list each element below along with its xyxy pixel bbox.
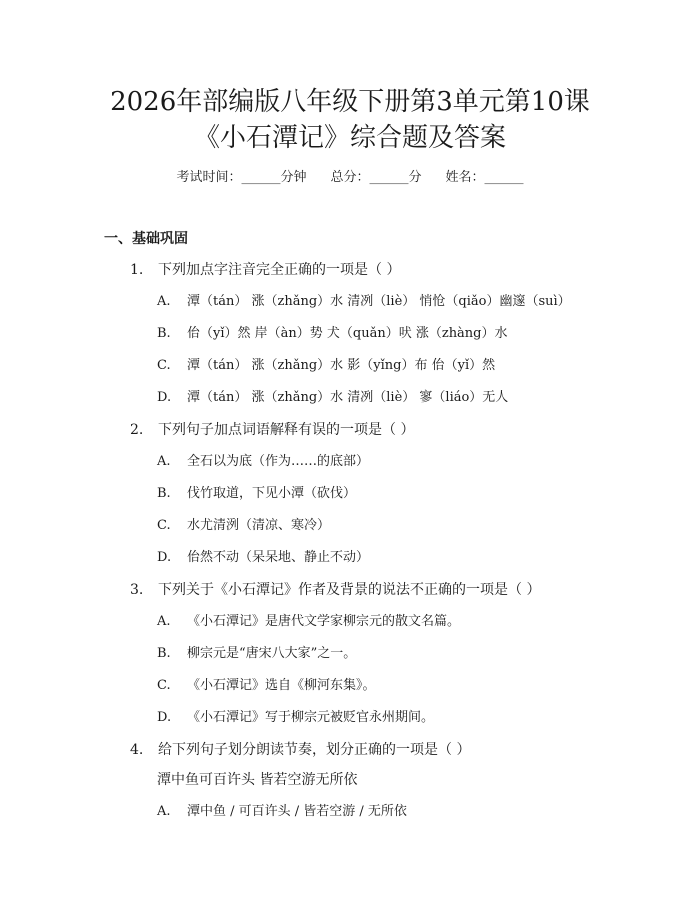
option-4a <box>157 801 407 823</box>
option-label: A. <box>157 614 171 629</box>
question-1 <box>130 259 400 281</box>
question-number: 2. <box>130 422 144 438</box>
option-label: C. <box>157 678 171 693</box>
question-number: 3. <box>130 582 144 598</box>
exam-info <box>0 168 700 188</box>
exam-name: 姓名：______ <box>445 170 524 185</box>
question-3 <box>130 579 540 601</box>
option-text: 《小石潭记》是唐代文学家柳宗元的散文名篇。 <box>187 614 461 629</box>
option-3a <box>157 611 460 633</box>
question-number: 1. <box>130 262 144 278</box>
question-4-stem: 潭中鱼可百许头 皆若空游无所依 <box>157 772 358 788</box>
option-text: 潭（tán） 涨（zhǎng）水 清冽（liè） 悄怆（qiǎo）幽邃（suì） <box>187 294 571 309</box>
option-text: 《小石潭记》写于柳宗元被贬官永州期间。 <box>187 710 435 725</box>
option-text: 佁然不动（呆呆地、静止不动） <box>187 550 370 565</box>
question-text: 下列加点字注音完全正确的一项是（ ） <box>158 262 401 278</box>
option-label: B. <box>157 326 171 341</box>
option-label: B. <box>157 646 171 661</box>
option-text: 《小石潭记》选自《柳河东集》。 <box>187 678 376 693</box>
option-text: 水尤清洌（清凉、寒冷） <box>187 518 331 533</box>
option-label: A. <box>157 454 171 469</box>
option-label: C. <box>157 518 171 533</box>
option-label: D. <box>157 550 172 565</box>
question-number: 4. <box>130 742 144 758</box>
option-text: 潭中鱼 / 可百许头 / 皆若空游 / 无所依 <box>187 804 407 819</box>
option-3c <box>157 675 376 697</box>
exam-time: 考试时间：______分钟 <box>176 170 307 185</box>
option-label: B. <box>157 486 171 501</box>
option-text: 佁（yǐ）然 岸（àn）势 犬（quǎn）吠 涨（zhàng）水 <box>187 326 508 341</box>
option-1b <box>157 323 508 345</box>
option-text: 潭（tán） 涨（zhǎng）水 清冽（liè） 寥（liáo）无人 <box>187 390 509 405</box>
option-label: D. <box>157 390 172 405</box>
option-text: 伐竹取道，下见小潭（砍伐） <box>187 486 357 501</box>
question-text: 下列关于《小石潭记》作者及背景的说法不正确的一项是（ ） <box>158 582 541 598</box>
option-3d <box>157 707 434 729</box>
option-text: 全石以为底（作为……的底部） <box>187 454 370 469</box>
option-1a <box>157 291 571 313</box>
doc-title-line2: 《小石潭记》综合题及答案 <box>193 123 506 153</box>
doc-title-line1: 2026年部编版八年级下册第3单元第10课 <box>110 87 590 117</box>
option-1c <box>157 355 495 377</box>
option-2b <box>157 483 356 505</box>
question-text: 下列句子加点词语解释有误的一项是（ ） <box>158 422 415 438</box>
option-3b <box>157 643 356 665</box>
option-label: A. <box>157 294 171 309</box>
option-label: A. <box>157 804 171 819</box>
option-1d <box>157 387 508 409</box>
option-2d <box>157 547 369 569</box>
option-label: D. <box>157 710 172 725</box>
option-2a <box>157 451 369 473</box>
question-text: 给下列句子划分朗读节奏，划分正确的一项是（ ） <box>158 742 471 758</box>
option-label: C. <box>157 358 171 373</box>
option-text: 潭（tán） 涨（zhǎng）水 影（yǐng）布 佁（yǐ）然 <box>187 358 496 373</box>
option-2c <box>157 515 330 537</box>
question-4 <box>130 739 470 761</box>
question-2 <box>130 419 414 441</box>
option-text: 柳宗元是“唐宋八大家”之一。 <box>187 646 357 661</box>
section-heading: 一、基础巩固 <box>104 231 188 247</box>
exam-score: 总分：______分 <box>330 170 422 185</box>
